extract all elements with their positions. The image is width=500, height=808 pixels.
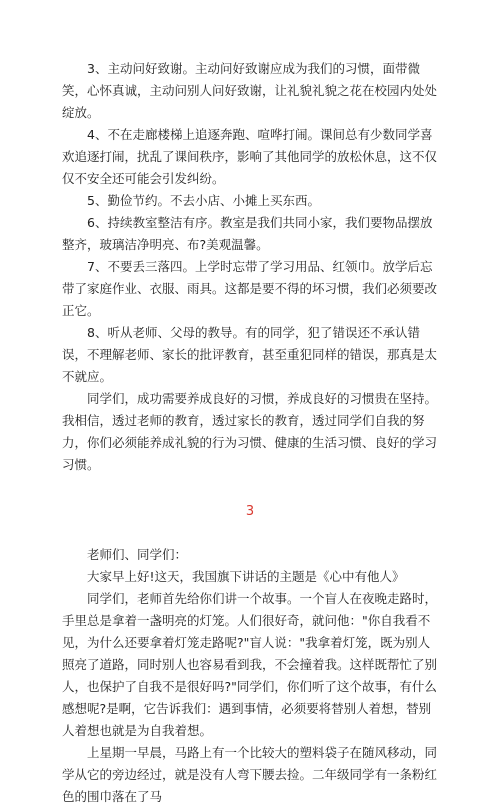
paragraph: 7、不要丢三落四。上学时忘带了学习用品、红领巾。放学后忘带了家庭作业、衣服、雨具。这都是要不得的坏习惯，我们必须要改正它。 — [62, 259, 438, 318]
salutation: 老师们、同学们： — [87, 547, 188, 562]
paragraph: 同学们，成功需要养成良好的习惯，养成良好的习惯贵在坚持。我相信，透过老师的教育，透过家长的教育，透过同学们自我的努力，你们必须能养成礼貌的行为习惯、健康的生活习惯、良好的学习习惯。 — [62, 391, 438, 472]
section-number: 3 — [245, 504, 255, 519]
paragraph: 6、持续教室整洁有序。教室是我们共同小家，我们要物品摆放整齐，玻璃洁净明亮、布?美观温馨。 — [62, 215, 433, 252]
paragraph: 5、勤俭节约。不去小店、小摊上买东西。 — [87, 193, 320, 208]
paragraph: 同学们，老师首先给你们讲一个故事。一个盲人在夜晚走路时，手里总是拿着一盏明亮的灯笼。人们很好奇，就问他："你自我看不见，为什么还要拿着灯笼走路呢?"盲人说："我拿着灯笼，既为别人照亮了道路，同时别人也容易看到我，不会撞着我。这样既帮忙了别人，也保护了自我不是很好吗?"同学们，你们听了这个故事，有什么感想呢?是啊，它告诉我们：遇到事情，必须要将替别人着想，替别人着想也就是为自我着想。 — [62, 591, 438, 738]
paragraph: 上星期一早晨，马路上有一个比较大的塑料袋子在随风移动，同学从它的旁边经过，就是没有人弯下腰去捡。二年级同学有一条粉红色的围巾落在了马 — [62, 745, 438, 804]
paragraph: 4、不在走廊楼梯上追逐奔跑、喧哗打闹。课间总有少数同学喜欢追逐打闹，扰乱了课间秩序，影响了其他同学的放松休息，这不仅仅不安全还可能会引发纠纷。 — [62, 127, 438, 186]
paragraph: 3、主动问好致谢。主动问好致谢应成为我们的习惯，面带微笑，心怀真诚，主动问别人问好致谢，让礼貌礼貌之花在校园内处处绽放。 — [62, 61, 438, 120]
section-2 — [62, 544, 438, 808]
paragraph: 大家早上好!这天，我国旗下讲话的主题是《心中有他人》 — [87, 569, 405, 584]
section-1 — [62, 58, 438, 476]
paragraph: 8、听从老师、父母的教导。有的同学，犯了错误还不承认错误，不理解老师、家长的批评教育，甚至重犯同样的错误，那真是太不就应。 — [62, 325, 438, 384]
